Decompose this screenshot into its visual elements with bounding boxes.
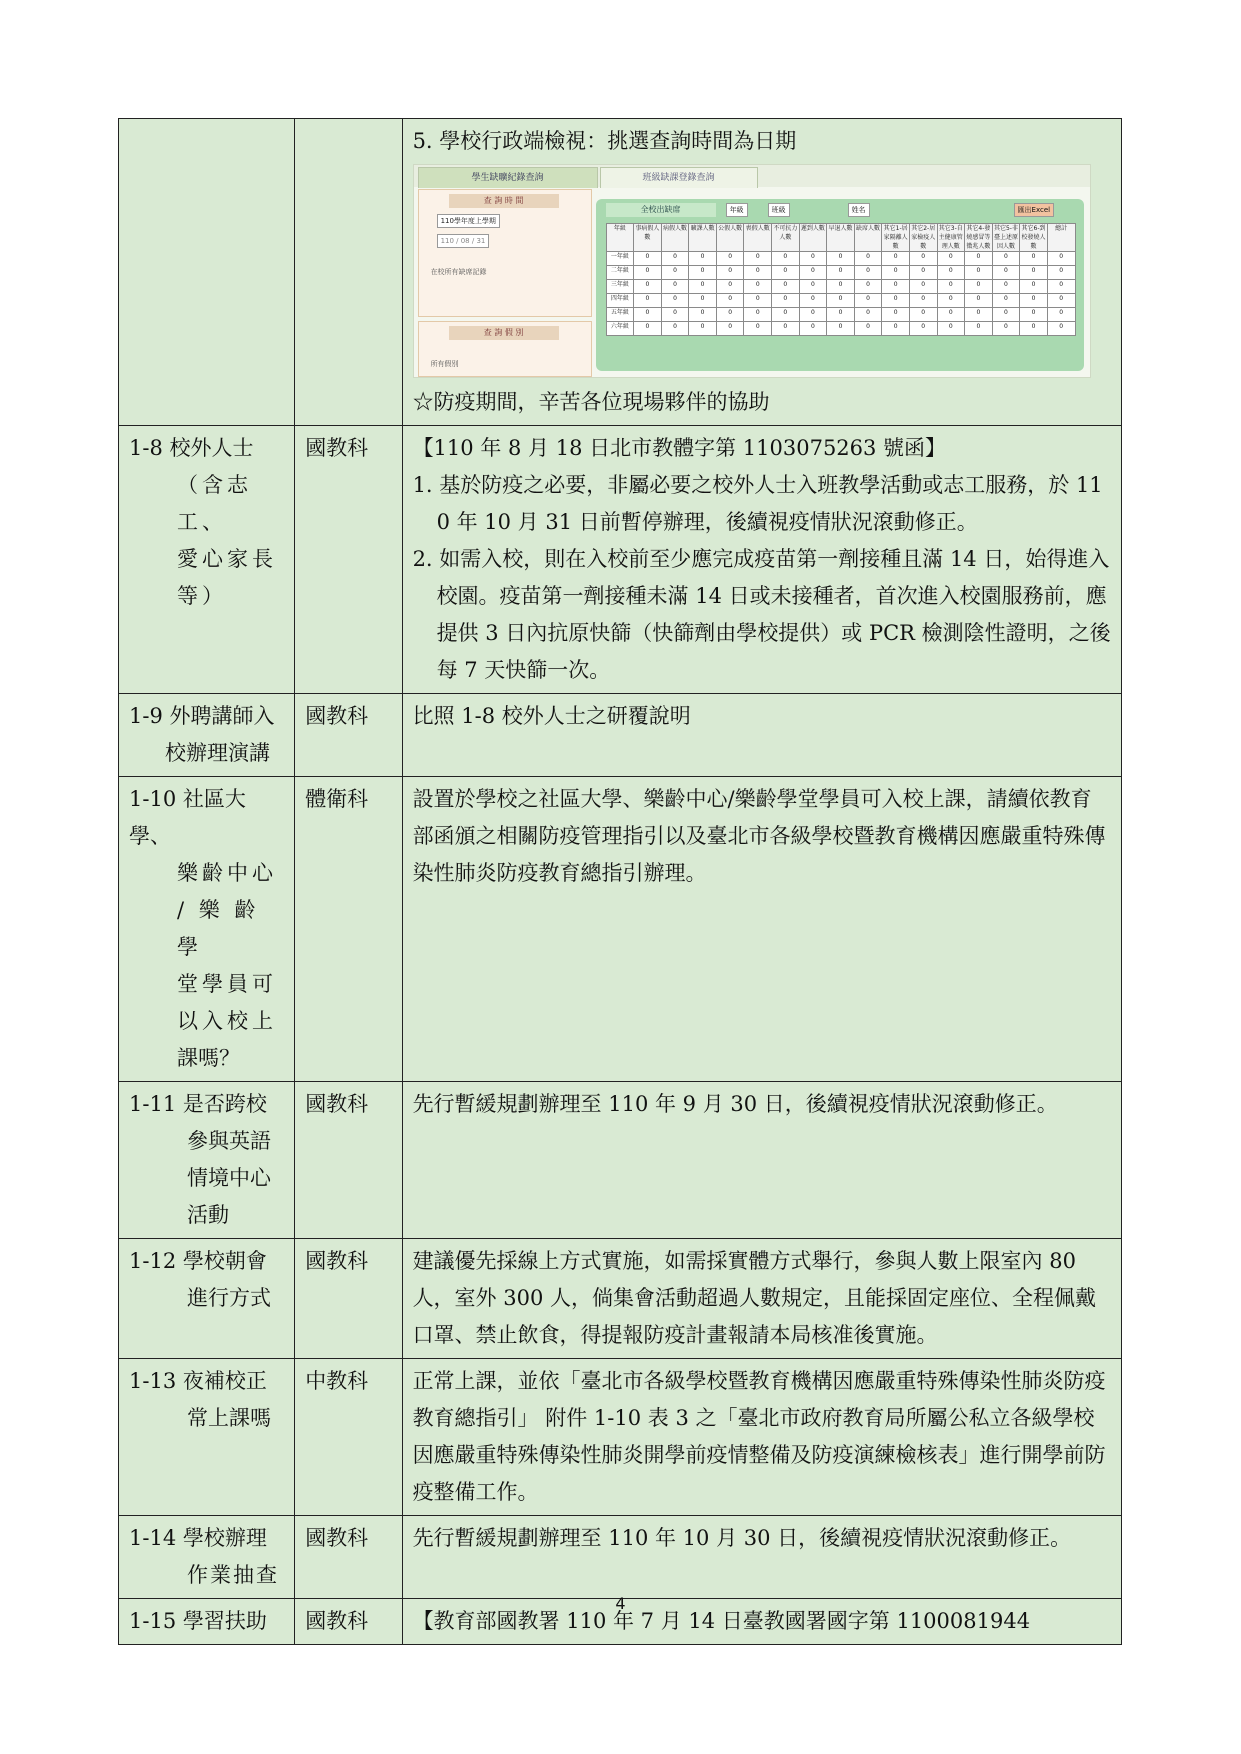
item-number: 1-13 bbox=[129, 1369, 177, 1393]
query-time-panel bbox=[418, 189, 592, 317]
item-number: 1-9 bbox=[129, 704, 163, 728]
grid-cell: 0 bbox=[937, 322, 965, 336]
grid-cell: 0 bbox=[1020, 294, 1048, 308]
item-title-line: 參與英語 bbox=[187, 1129, 271, 1153]
grid-cell: 0 bbox=[1047, 294, 1075, 308]
item-title-line: 課嗎？ bbox=[177, 1046, 240, 1070]
grid-cell: 0 bbox=[992, 294, 1020, 308]
query-leave-panel bbox=[418, 321, 592, 377]
grid-cell: 0 bbox=[661, 252, 689, 266]
item-title-line: 情境中心 bbox=[187, 1166, 271, 1190]
content-cell: 設置於學校之社區大學、樂齡中心/樂齡學堂學員可入校上課，請續依教育部函頒之相關防疫管理指引以及臺北市各級學校暨教育機構因應嚴重特殊傳染性肺炎防疫教育總指引辦理。 bbox=[402, 777, 1121, 1082]
grid-cell: 0 bbox=[1020, 280, 1048, 294]
absence-grid bbox=[606, 223, 1076, 336]
dept-cell: 國教科 bbox=[295, 426, 402, 694]
grid-cell: 0 bbox=[661, 280, 689, 294]
grid-row bbox=[606, 322, 1075, 336]
grid-header-cell: 喪假人數 bbox=[744, 224, 772, 252]
item-title-line: 活動 bbox=[187, 1203, 229, 1227]
item-title-line: 常上課嗎 bbox=[187, 1406, 271, 1430]
item-title-line: 等） bbox=[177, 584, 227, 608]
grid-cell: 0 bbox=[716, 280, 744, 294]
grid-cell: 0 bbox=[854, 308, 882, 322]
item-cell bbox=[119, 119, 295, 426]
grid-cell: 0 bbox=[909, 266, 937, 280]
name-select: 姓名 bbox=[848, 203, 870, 217]
grid-header-cell: 曠課人數 bbox=[689, 224, 717, 252]
item-title-line: 是否跨校 bbox=[182, 1092, 267, 1116]
table-row bbox=[119, 1082, 1122, 1239]
content-cell: 【教育部國教署 110 年 7 月 14 日臺教國署國字第 1100081944 bbox=[402, 1599, 1121, 1645]
item-title-line: 作業抽查 bbox=[187, 1563, 279, 1587]
dept-cell: 國教科 bbox=[295, 694, 402, 777]
tab-class-absence: 班級缺課登錄查詢 bbox=[600, 167, 758, 188]
grid-header-cell: 其它2-居家檢疫人數 bbox=[911, 225, 936, 250]
grid-cell: 0 bbox=[1047, 252, 1075, 266]
grid-header-cell: 其它5-非臺上述原因人數 bbox=[993, 225, 1018, 250]
grid-cell: 0 bbox=[772, 294, 800, 308]
grid-cell: 0 bbox=[827, 308, 855, 322]
grid-row bbox=[606, 252, 1075, 266]
grid-cell: 0 bbox=[772, 252, 800, 266]
grid-header-cell: 總計 bbox=[1047, 224, 1075, 252]
grid-cell: 0 bbox=[661, 308, 689, 322]
grid-header-cell: 不可抗力人數 bbox=[772, 224, 800, 252]
grid-cell: 0 bbox=[799, 266, 827, 280]
grid-cell: 0 bbox=[937, 280, 965, 294]
grid-header-row bbox=[606, 224, 1075, 252]
grid-row bbox=[606, 280, 1075, 294]
page-number: 4 bbox=[615, 1594, 626, 1613]
reference-letter: 【110 年 8 月 18 日北市教體字第 1103075263 號函】 bbox=[412, 436, 947, 460]
grid-cell: 0 bbox=[799, 294, 827, 308]
grid-cell: 0 bbox=[799, 308, 827, 322]
grid-cell: 0 bbox=[882, 322, 910, 336]
grid-cell: 0 bbox=[965, 322, 993, 336]
grid-cell: 0 bbox=[634, 280, 662, 294]
school-summary-header: 全校出缺席 bbox=[606, 203, 716, 217]
grid-cell: 0 bbox=[744, 294, 772, 308]
table-row bbox=[119, 1239, 1122, 1359]
item-cell bbox=[119, 1359, 295, 1516]
grid-cell: 0 bbox=[716, 266, 744, 280]
content-cell bbox=[402, 426, 1121, 694]
grid-cell: 0 bbox=[909, 322, 937, 336]
grid-cell: 0 bbox=[965, 252, 993, 266]
dept-cell bbox=[295, 119, 402, 426]
table-row bbox=[119, 777, 1122, 1082]
item-cell bbox=[119, 426, 295, 694]
grid-row bbox=[606, 308, 1075, 322]
grid-cell: 0 bbox=[772, 280, 800, 294]
grid-header-cell: 其它4-發燒感冒等徵兆人數 bbox=[966, 225, 991, 250]
query-time-label: 查 詢 時 間 bbox=[449, 194, 559, 208]
grid-cell: 0 bbox=[882, 308, 910, 322]
embedded-screenshot bbox=[413, 164, 1091, 378]
item-title-line: 學校朝會 bbox=[182, 1249, 267, 1273]
grid-cell: 0 bbox=[937, 294, 965, 308]
item-title-line: 校外人士 bbox=[169, 436, 254, 460]
grid-cell: 0 bbox=[716, 294, 744, 308]
grid-header-cell: 其它6-到校發燒人數 bbox=[1021, 225, 1046, 250]
grid-cell: 0 bbox=[909, 252, 937, 266]
grid-header-cell: 缺席人數 bbox=[854, 224, 882, 252]
semester-select: 110學年度上學期 bbox=[437, 214, 500, 228]
closing-note: ☆防疫期間，辛苦各位現場夥伴的協助 bbox=[412, 390, 770, 414]
content-cell: 比照 1-8 校外人士之研覆說明 bbox=[402, 694, 1121, 777]
grid-cell: 六年級 bbox=[606, 322, 634, 336]
step-text: 5. 學校行政端檢視：挑選查詢時間為日期 bbox=[412, 129, 797, 153]
grid-cell: 0 bbox=[882, 294, 910, 308]
grid-cell: 0 bbox=[854, 266, 882, 280]
content-cell: 正常上課，並依「臺北市各級學校暨教育機構因應嚴重特殊傳染性肺炎防疫教育總指引」 附件 1-10 表 3 之「臺北市政府教育局所屬公私立各級學校因應嚴重特殊傳染性肺炎開學前疫情整備及防疫演練檢核表」進行開學前防疫整備工作。 bbox=[402, 1359, 1121, 1516]
item-title-line: / 樂 齡 學 bbox=[177, 898, 260, 959]
item-title-line: 夜補校正 bbox=[182, 1369, 267, 1393]
grid-cell: 0 bbox=[992, 308, 1020, 322]
grid-cell: 0 bbox=[882, 252, 910, 266]
tab-student-absence: 學生缺曠紀錄查詢 bbox=[418, 167, 598, 188]
grid-header-cell: 遲到人數 bbox=[799, 224, 827, 252]
grid-cell: 0 bbox=[909, 308, 937, 322]
grid-cell: 0 bbox=[992, 252, 1020, 266]
grid-cell: 0 bbox=[1047, 280, 1075, 294]
grid-cell: 0 bbox=[827, 322, 855, 336]
leave-option: 所有假別 bbox=[430, 360, 459, 368]
grid-cell: 0 bbox=[744, 266, 772, 280]
grid-cell: 0 bbox=[716, 322, 744, 336]
screenshot-tab-bar bbox=[414, 165, 1090, 187]
grid-header-cell: 事病假人數 bbox=[634, 224, 662, 252]
grid-cell: 0 bbox=[689, 294, 717, 308]
item-title-line: 進行方式 bbox=[187, 1286, 271, 1310]
item-title-line: 外聘講師入 bbox=[169, 704, 275, 728]
grid-cell: 0 bbox=[965, 294, 993, 308]
table-row bbox=[119, 1359, 1122, 1516]
grid-cell: 四年級 bbox=[606, 294, 634, 308]
grid-cell: 0 bbox=[1047, 266, 1075, 280]
grid-cell: 0 bbox=[1020, 322, 1048, 336]
content-cell: 先行暫緩規劃辦理至 110 年 9 月 30 日，後續視疫情狀況滾動修正。 bbox=[402, 1082, 1121, 1239]
item-number: 1-12 bbox=[129, 1249, 177, 1273]
grid-cell: 0 bbox=[772, 308, 800, 322]
table-row bbox=[119, 694, 1122, 777]
grid-cell: 0 bbox=[827, 294, 855, 308]
grid-cell: 0 bbox=[965, 308, 993, 322]
grid-header-cell: 其它1-居家隔離人數 bbox=[883, 225, 908, 250]
item-title-line: 堂學員可 bbox=[177, 972, 277, 996]
item-title-line: 校辦理演講 bbox=[165, 741, 270, 765]
dept-cell: 國教科 bbox=[295, 1082, 402, 1239]
grid-cell: 0 bbox=[854, 322, 882, 336]
grid-cell: 0 bbox=[716, 308, 744, 322]
item-number: 1-10 bbox=[129, 787, 177, 811]
list-item: 2. 如需入校，則在入校前至少應完成疫苗第一劑接種且滿 14 日，始得進入校園。疫苗第一劑接種未滿 14 日或未接種者，首次進入校園服務前，應提供 3 日內抗原快篩（快篩劑由學校提供）或 PCR 檢測陰性證明，之後每 7 天快篩一次。 bbox=[412, 547, 1111, 682]
grid-header-cell: 早退人數 bbox=[827, 224, 855, 252]
content-cell: 先行暫緩規劃辦理至 110 年 10 月 30 日，後續視疫情狀況滾動修正。 bbox=[402, 1516, 1121, 1599]
grid-cell: 0 bbox=[689, 308, 717, 322]
item-number: 1-8 bbox=[129, 436, 163, 460]
content-cell: 建議優先採線上方式實施，如需採實體方式舉行，參與人數上限室內 80 人，室外 300 人，倘集會活動超過人數規定，且能採固定座位、全程佩戴口罩、禁止飲食，得提報防疫計畫報請本局核准後實施。 bbox=[402, 1239, 1121, 1359]
grid-cell: 0 bbox=[661, 322, 689, 336]
grid-cell: 0 bbox=[744, 322, 772, 336]
grid-cell: 0 bbox=[1020, 252, 1048, 266]
grid-cell: 0 bbox=[992, 280, 1020, 294]
grid-cell: 0 bbox=[744, 280, 772, 294]
grid-cell: 0 bbox=[1047, 308, 1075, 322]
grid-cell: 0 bbox=[882, 266, 910, 280]
dept-cell: 國教科 bbox=[295, 1599, 402, 1645]
item-title-line: 以入校上 bbox=[177, 1009, 277, 1033]
item-cell bbox=[119, 1082, 295, 1239]
dept-cell: 中教科 bbox=[295, 1359, 402, 1516]
grid-cell: 0 bbox=[992, 322, 1020, 336]
grid-cell: 0 bbox=[634, 294, 662, 308]
grid-header-cell: 病假人數 bbox=[661, 224, 689, 252]
item-title-line: 社區大學、 bbox=[129, 787, 246, 848]
grid-header-cell: 年級 bbox=[606, 224, 634, 252]
grid-cell: 二年級 bbox=[606, 266, 634, 280]
item-cell bbox=[119, 1516, 295, 1599]
grid-cell: 五年級 bbox=[606, 308, 634, 322]
grid-cell: 0 bbox=[634, 266, 662, 280]
export-button: 匯出Excel bbox=[1014, 203, 1055, 217]
grid-cell: 0 bbox=[854, 252, 882, 266]
grid-cell: 0 bbox=[992, 266, 1020, 280]
item-title-line: 愛心家長 bbox=[177, 547, 277, 571]
grid-cell: 0 bbox=[744, 252, 772, 266]
query-leave-label: 查 詢 假 別 bbox=[449, 326, 559, 340]
grid-row bbox=[606, 294, 1075, 308]
item-number: 1-15 bbox=[129, 1609, 177, 1633]
item-number: 1-14 bbox=[129, 1526, 177, 1550]
item-title-line: 學校辦理 bbox=[182, 1526, 267, 1550]
grid-cell: 0 bbox=[689, 280, 717, 294]
grid-cell: 0 bbox=[937, 266, 965, 280]
grid-cell: 0 bbox=[634, 322, 662, 336]
list-item: 1. 基於防疫之必要，非屬必要之校外人士入班教學活動或志工服務，於 110 年 10 月 31 日前暫停辦理，後續視疫情狀況滾動修正。 bbox=[412, 473, 1103, 534]
grid-cell: 0 bbox=[799, 280, 827, 294]
grid-cell: 0 bbox=[634, 252, 662, 266]
grid-cell: 0 bbox=[634, 308, 662, 322]
grid-cell: 0 bbox=[937, 308, 965, 322]
grid-cell: 0 bbox=[772, 266, 800, 280]
faq-table bbox=[118, 118, 1122, 1645]
class-select: 班級 bbox=[768, 203, 790, 217]
item-number: 1-11 bbox=[129, 1092, 177, 1116]
grid-cell: 0 bbox=[1020, 308, 1048, 322]
table-row bbox=[119, 119, 1122, 426]
grid-cell: 0 bbox=[799, 322, 827, 336]
grid-cell: 0 bbox=[689, 322, 717, 336]
dept-cell: 體衛科 bbox=[295, 777, 402, 1082]
grid-cell: 0 bbox=[661, 294, 689, 308]
item-title-line: 樂齡中心 bbox=[177, 861, 277, 885]
grid-cell: 一年級 bbox=[606, 252, 634, 266]
grid-cell: 0 bbox=[799, 252, 827, 266]
grid-cell: 0 bbox=[965, 280, 993, 294]
item-title-line: （含志工、 bbox=[177, 473, 252, 534]
grid-cell: 三年級 bbox=[606, 280, 634, 294]
grid-cell: 0 bbox=[661, 266, 689, 280]
grid-cell: 0 bbox=[854, 280, 882, 294]
grid-cell: 0 bbox=[689, 252, 717, 266]
date-select: 110 / 08 / 31 bbox=[437, 234, 490, 248]
item-title-line: 學習扶助 bbox=[182, 1609, 267, 1633]
grid-cell: 0 bbox=[909, 280, 937, 294]
grid-cell: 0 bbox=[882, 280, 910, 294]
grid-cell: 0 bbox=[716, 252, 744, 266]
grid-cell: 0 bbox=[827, 280, 855, 294]
dept-cell: 國教科 bbox=[295, 1239, 402, 1359]
school-summary-panel bbox=[596, 199, 1084, 371]
dept-cell: 國教科 bbox=[295, 1516, 402, 1599]
grade-select: 年級 bbox=[726, 203, 748, 217]
grid-cell: 0 bbox=[827, 266, 855, 280]
all-records-option: 在校所有缺席記錄 bbox=[430, 268, 487, 276]
item-cell bbox=[119, 777, 295, 1082]
grid-header-cell: 其它3-自主健康管理人數 bbox=[938, 225, 963, 250]
item-cell bbox=[119, 1239, 295, 1359]
grid-cell: 0 bbox=[772, 322, 800, 336]
grid-cell: 0 bbox=[854, 294, 882, 308]
grid-header-cell: 公假人數 bbox=[716, 224, 744, 252]
table-row bbox=[119, 426, 1122, 694]
grid-cell: 0 bbox=[1020, 266, 1048, 280]
grid-cell: 0 bbox=[689, 266, 717, 280]
grid-cell: 0 bbox=[827, 252, 855, 266]
grid-cell: 0 bbox=[937, 252, 965, 266]
grid-cell: 0 bbox=[744, 308, 772, 322]
table-row bbox=[119, 1516, 1122, 1599]
grid-cell: 0 bbox=[965, 266, 993, 280]
grid-row bbox=[606, 266, 1075, 280]
grid-cell: 0 bbox=[1047, 322, 1075, 336]
item-cell bbox=[119, 694, 295, 777]
grid-cell: 0 bbox=[909, 294, 937, 308]
content-cell bbox=[402, 119, 1121, 426]
